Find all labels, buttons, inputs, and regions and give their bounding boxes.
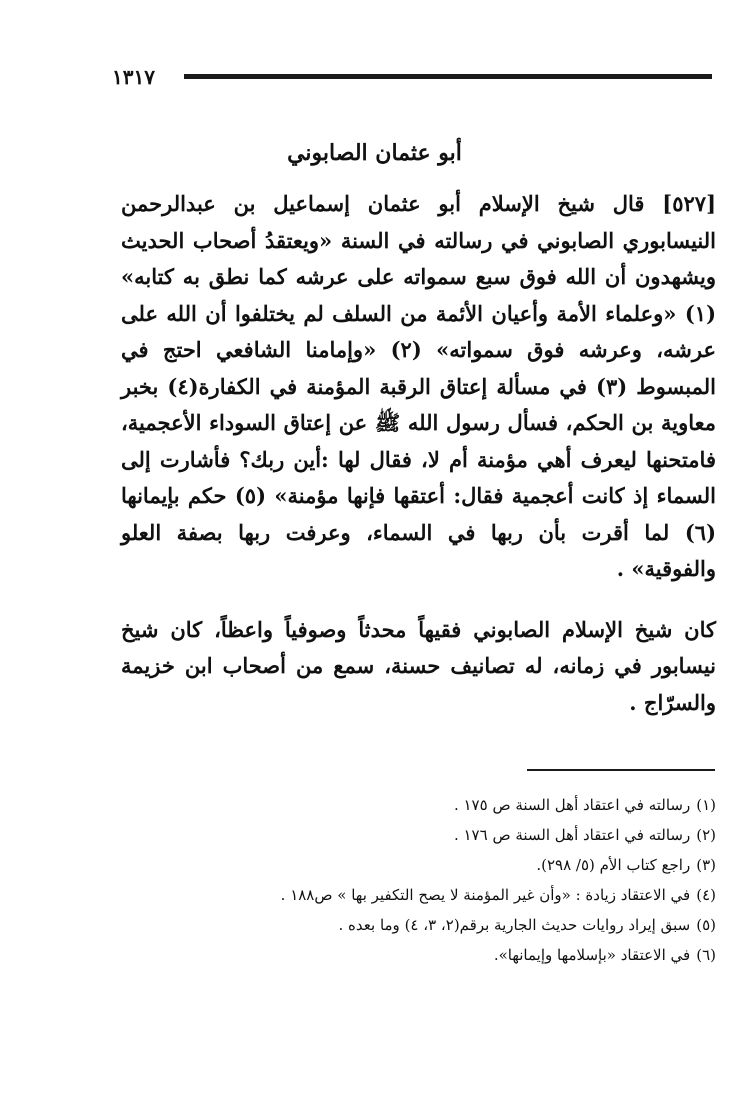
main-text	[121, 186, 716, 721]
paragraph-2: كان شيخ الإسلام الصابوني فقيهاً محدثاً وصوفياً واعظاً، كان شيخ نيسابور في زمانه، له تصانيف حسنة، سمع من أصحاب ابن خزيمة والسرّاج .	[121, 616, 716, 715]
footnote-marker: (٥)	[696, 916, 716, 934]
footnote-text: في الاعتقاد «بإسلامها وإيمانها».	[493, 946, 691, 964]
footnote-marker: (٦)	[696, 946, 716, 964]
footnote-1	[156, 790, 716, 820]
footnote-text: رسالته في اعتقاد أهل السنة ص ١٧٦ .	[453, 826, 691, 844]
paragraph-1	[121, 186, 716, 588]
footnote-marker: (١)	[696, 796, 716, 814]
footnote-marker: (٢)	[696, 826, 716, 844]
footnote-marker: (٣)	[696, 856, 716, 874]
page-number: ١٣١٧	[112, 65, 155, 89]
paragraph-1-text: قال شيخ الإسلام أبو عثمان إسماعيل بن عبدالرحمن النيسابوري الصابوني في رسالته في السنة «ويعتقدُ أصحاب الحديث ويشهدون أن الله فوق سبع سمواته على عرشه كما نطق به كتابه» (١) «وعلماء الأمة وأعيان الأئمة من السلف لم يختلفوا أن الله على عرشه، وعرشه فوق سمواته» (٢) «وإمامنا الشافعي احتج في المبسوط (٣) في مسألة إعتاق الرقبة المؤمنة في الكفارة(٤) بخبر معاوية بن الحكم، فسأل رسول الله ﷺ عن إعتاق السوداء الأعجمية، فامتحنها ليعرف أهي مؤمنة أم لا، فقال لها :أين ربك؟ فأشارت إلى السماء إذ كانت أعجمية فقال: أعتقها فإنها مؤمنة» (٥) حكم بإيمانها (٦) لما أقرت بأن ربها في السماء، وعرفت ربها بصفة العلو والفوقية» .	[121, 191, 717, 581]
page-header	[112, 66, 712, 88]
header-rule	[184, 74, 712, 79]
footnote-text: راجع كتاب الأم (٥/ ٢٩٨).	[536, 856, 691, 874]
footnote-text: رسالته في اعتقاد أهل السنة ص ١٧٥ .	[453, 796, 691, 814]
footnote-3	[156, 850, 716, 880]
footnote-rule	[527, 769, 715, 771]
footnote-text: سبق إيراد روايات حديث الجارية برقم(٢، ٣، ٤) وما بعده .	[338, 916, 691, 934]
section-title: أبو عثمان الصابوني	[287, 140, 462, 166]
footnote-6	[156, 940, 716, 970]
footnote-4	[156, 880, 716, 910]
footnote-marker: (٤)	[696, 886, 716, 904]
footnotes	[156, 790, 716, 970]
entry-number: [٥٢٧]	[662, 191, 717, 216]
footnote-text: في الاعتقاد زيادة : «وأن غير المؤمنة لا يصح التكفير بها » ص١٨٨ .	[280, 886, 691, 904]
footnote-5	[156, 910, 716, 940]
footnote-2	[156, 820, 716, 850]
